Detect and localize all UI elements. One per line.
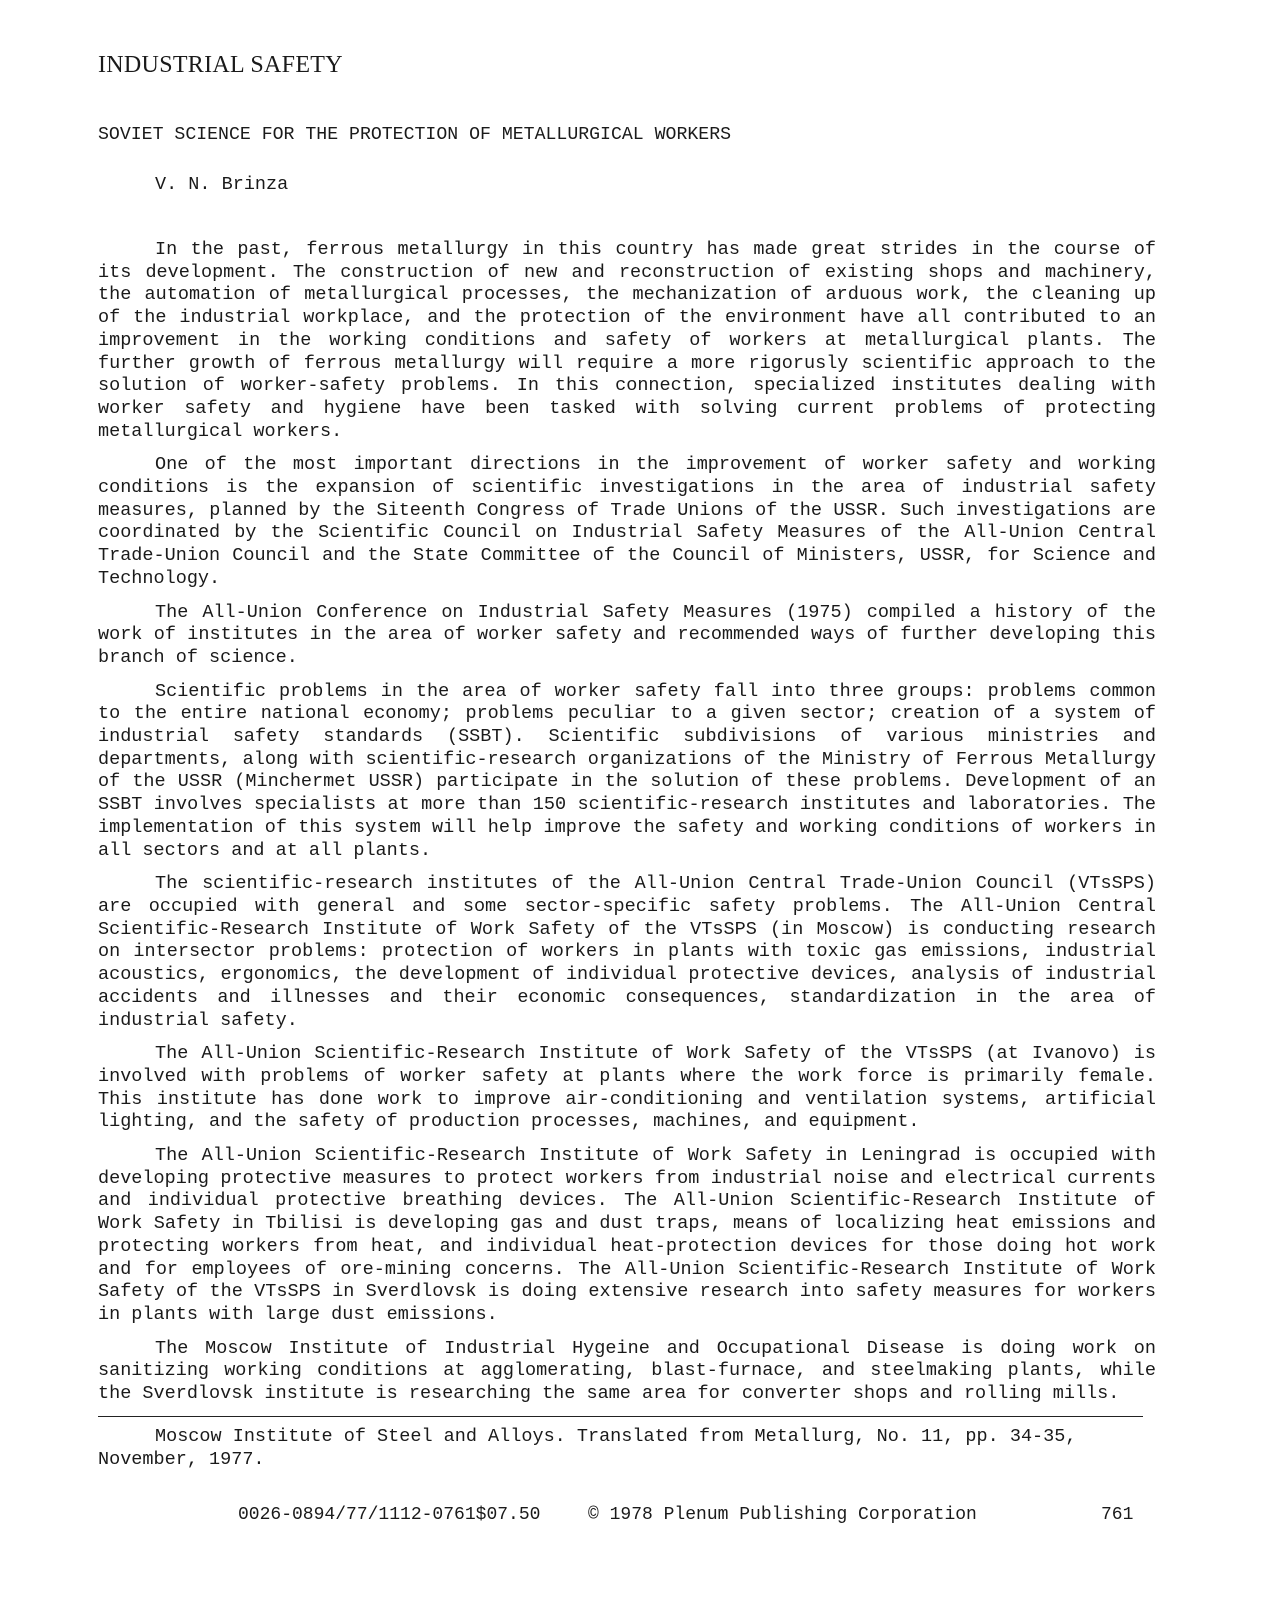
article-title: SOVIET SCIENCE FOR THE PROTECTION OF METALLURGICAL WORKERS xyxy=(98,125,732,145)
copyright-notice: © 1978 Plenum Publishing Corporation xyxy=(588,1505,977,1525)
paragraph: Scientific problems in the area of worker safety fall into three groups: problems common to the entire national economy; problems peculiar to a given sector; creation of a system of industrial safety standards (SSBT). Scientific subdivisions of various ministries and departments, along with scientific-research organizations of the Ministry of Ferrous Metallurgy of the USSR (Minchermet USSR) participate in the solution of these problems. Development of an SSBT involves specialists at more than 150 scientific-research institutes and laboratories. The implementation of this system will help improve the safety and working conditions of workers in all sectors and at all plants. xyxy=(98,680,1156,861)
page-imprint xyxy=(0,1505,1267,1529)
footnote-divider xyxy=(98,1416,1143,1417)
section-heading: INDUSTRIAL SAFETY xyxy=(98,52,343,78)
paragraph: The All-Union Scientific-Research Institute of Work Safety of the VTsSPS (at Ivanovo) is involved with problems of worker safety at plants where the work force is primarily female. This institute has done work to improve air-conditioning and ventilation systems, artificial lighting, and the safety of production processes, machines, and equipment. xyxy=(98,1043,1156,1133)
paragraph: The Moscow Institute of Industrial Hygeine and Occupational Disease is doing work on sanitizing working conditions at agglomerating, blast-furnace, and steelmaking plants, while the Sverdlovsk institute is researching the same area for converter shops and rolling mills. xyxy=(98,1337,1156,1405)
page-number: 761 xyxy=(1101,1505,1134,1525)
author-name: V. N. Brinza xyxy=(155,174,289,195)
paragraph: In the past, ferrous metallurgy in this country has made great strides in the course of its development. The construction of new and reconstruction of existing shops and machinery, the automation of metallurgical processes, the mechanization of arduous work, the cleaning up of the industrial workplace, and the protection of the environment have all contributed to an improvement in the working conditions and safety of workers at metallurgical plants. The further growth of ferrous metallurgy will require a more rigorusly scientific approach to the solution of worker-safety problems. In this connection, specialized institutes dealing with worker safety and hygiene have been tasked with solving current problems of protecting metallurgical workers. xyxy=(98,239,1156,442)
paragraph: One of the most important directions in the improvement of worker safety and working conditions is the expansion of scientific investigations in the area of industrial safety measures, planned by the Siteenth Congress of Trade Unions of the USSR. Such investigations are coordinated by the Scientific Council on Industrial Safety Measures of the All-Union Central Trade-Union Council and the State Committee of the Council of Ministers, USSR, for Science and Technology. xyxy=(98,454,1156,589)
footnote: Moscow Institute of Steel and Alloys. Translated from Metallurg, No. 11, pp. 34-35, November, 1977. xyxy=(98,1426,1077,1470)
paragraph: The All-Union Conference on Industrial Safety Measures (1975) compiled a history of the work of institutes in the area of worker safety and recommended ways of further developing this branch of science. xyxy=(98,601,1156,668)
paragraph: The scientific-research institutes of the All-Union Central Trade-Union Council (VTsSPS) are occupied with general and some sector-specific safety problems. The All-Union Central Scientific-Research Institute of Work Safety of the VTsSPS (in Moscow) is conducting research on intersector problems: protection of workers in plants with toxic gas emissions, industrial acoustics, ergonomics, the development of individual protective devices, analysis of industrial accidents and illnesses and their economic consequences, standardization in the area of industrial safety. xyxy=(98,873,1156,1031)
paragraph: The All-Union Scientific-Research Institute of Work Safety in Leningrad is occupied with developing protective measures to protect workers from industrial noise and electrical currents and individual protective breathing devices. The All-Union Scientific-Research Institute of Work Safety in Tbilisi is developing gas and dust traps, means of localizing heat emissions and protecting workers from heat, and individual heat-protection devices for those doing hot work and for employees of ore-mining concerns. The All-Union Scientific-Research Institute of Work Safety of the VTsSPS in Sverdlovsk is doing extensive research into safety measures for workers in plants with large dust emissions. xyxy=(98,1145,1156,1325)
article-body xyxy=(98,239,1156,1417)
article-code: 0026-0894/77/1112-0761$07.50 xyxy=(238,1505,541,1525)
